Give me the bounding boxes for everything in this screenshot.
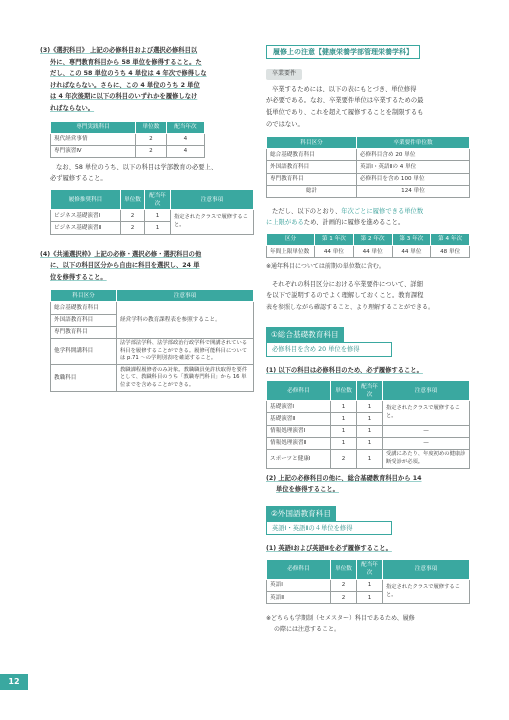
- section-title: ①総合基礎教育科目: [266, 327, 344, 342]
- section-4-text: [40, 249, 254, 284]
- left-column: [40, 45, 254, 392]
- table-cell: 英語Ⅱ: [267, 592, 331, 604]
- table-cell: 基礎演習Ⅱ: [267, 413, 331, 425]
- table-header: 科目区分: [267, 137, 357, 149]
- table-cell: 1: [357, 425, 383, 437]
- table-cell: 他学科開講科目: [51, 338, 117, 365]
- table-header: 単位数: [121, 190, 145, 210]
- table-cell: 教職科目: [51, 365, 117, 392]
- table-cell: 2: [121, 210, 145, 222]
- text-line: のではない。: [266, 120, 304, 128]
- table-header: 注意事項: [383, 559, 470, 579]
- text-line: ※どちらも学期制（セメスター）科目であるため、履修: [266, 615, 415, 623]
- table-row: [51, 133, 205, 145]
- required-general-table: [266, 380, 470, 469]
- table-cell: 1: [357, 401, 383, 413]
- table-cell: 2: [331, 579, 357, 591]
- table-header: 卒業要件単位数: [357, 137, 470, 149]
- table-cell: 1: [331, 425, 357, 437]
- table-cell: 法学部法学科、法学部政治行政学科で開講されている科目を履修することができる。履修可能科目については p.71 〜の学則別表Ⅰを確認すること。: [117, 338, 254, 365]
- table-cell: 英語Ⅰ: [267, 579, 331, 591]
- footnote: ※通年科目については前期の単位数に含む。: [266, 263, 385, 271]
- table-cell: 1: [357, 413, 383, 425]
- table-cell: 情報処理演習Ⅰ: [267, 425, 331, 437]
- table-cell: 専門教育科目: [51, 326, 117, 338]
- table-cell: 外国語教育科目: [51, 314, 117, 326]
- text-line: (2) 上記の必修科目の他に、総合基礎教育科目から 14: [266, 474, 422, 482]
- table-header: 注意事項: [171, 190, 254, 210]
- section-main-title: 履修上の注意【健康栄養学部管理栄養学科】: [266, 45, 420, 59]
- table-cell: 専門教育科目: [267, 173, 357, 185]
- text-line: 位を修得すること。: [50, 273, 107, 281]
- recommended-subjects-table: [50, 189, 254, 234]
- table-row: [267, 173, 470, 185]
- foreign-language-section: [266, 506, 472, 535]
- table-header: 第 3 年次: [392, 233, 431, 245]
- table-cell: —: [383, 437, 470, 449]
- table-header: 単位数: [331, 381, 357, 401]
- table-row: [267, 161, 470, 173]
- table-cell: 4: [166, 133, 204, 145]
- table-cell: 総計: [267, 185, 357, 197]
- annual-cap-table: [266, 233, 470, 258]
- table-header: 単位数: [136, 121, 167, 133]
- text-line: の際には注意すること。: [274, 625, 341, 633]
- text-span: ただし、以下のとおり、: [272, 207, 342, 215]
- text-line: は 4 年次後期に以下の科目のいずれかを履修しなけ: [50, 93, 198, 101]
- table-row: [267, 579, 470, 591]
- graduation-units-table: [266, 136, 470, 198]
- note-text: [40, 162, 254, 185]
- table-header: 単位数: [331, 559, 357, 579]
- table-cell: 専門演習Ⅳ: [51, 145, 136, 157]
- section-subtitle: 必修科目を含め 20 単位を修得: [266, 342, 392, 356]
- table-cell: 指定されたクラスで履修すること。: [171, 210, 254, 234]
- table-header: 履修推奨科目: [51, 190, 121, 210]
- table-header: 必修科目: [267, 559, 331, 579]
- table-header: 科目区分: [51, 290, 117, 302]
- table-cell: 経営学科の教育課程表を参照すること。: [117, 302, 254, 338]
- table-cell: 現代経営事情: [51, 133, 136, 145]
- table-cell: 1: [357, 437, 383, 449]
- intro-text: [266, 84, 472, 130]
- text-line: なお、58 単位のうち、以下の科目は学部教育の必要上、: [56, 163, 218, 171]
- text-line: に、以下の科目区分から自由に科目を選択し、24 単: [50, 262, 200, 270]
- section-title: ②外国語教育科目: [266, 506, 336, 521]
- section-subtitle: 英語Ⅰ・英語Ⅱの４単位を修得: [266, 521, 392, 535]
- table-row: [267, 449, 470, 468]
- table-row: [267, 246, 470, 258]
- graduation-requirements-label: 卒業要件: [266, 69, 302, 80]
- table-cell: 1: [145, 210, 171, 222]
- cap-text: [266, 206, 472, 229]
- highlight-text: に上限がある: [266, 219, 304, 227]
- text-line: 低単位であり、これを超えて履修することを制限するも: [266, 109, 424, 117]
- page-number: 12: [0, 674, 28, 690]
- table-header: 第 2 年次: [353, 233, 392, 245]
- table-cell: 2: [121, 222, 145, 234]
- table-header: 必修科目: [267, 381, 331, 401]
- table-cell: 受講にあたり、年度初めの健康診断受診が必須。: [383, 449, 470, 468]
- table-row: [51, 365, 254, 392]
- common-elective-table: [50, 289, 254, 391]
- table-cell: 1: [331, 437, 357, 449]
- table-cell: 1: [357, 579, 383, 591]
- table-row: [51, 302, 254, 314]
- table-header: 配当年次: [145, 190, 171, 210]
- text-line: が必要である。なお、卒業要件単位は卒業するための最: [266, 97, 424, 105]
- text-line: だし、この 58 単位のうち 4 単位は 4 年次で修得しな: [50, 70, 207, 78]
- text-line: を以下で説明するのでよく理解しておくこと。教育課程: [266, 292, 424, 300]
- table-cell: 英語Ⅰ・英語Ⅱの 4 単位: [357, 161, 470, 173]
- text-line: ければならない。さらに、この 4 単位のうち 2 単位: [50, 81, 200, 89]
- table-header: 注意事項: [117, 290, 254, 302]
- table-cell: 2: [136, 133, 167, 145]
- text-span: ため、計画的に履修を進めること。: [303, 219, 405, 227]
- table-cell: 教職課程履修者のみ対象。教職職員免許状取得を要件として、教職科目のうち「教職専門科目」から 16 単位までを含めることができる。: [117, 365, 254, 392]
- table-row: [267, 149, 470, 161]
- table-cell: 48 単位: [431, 246, 470, 258]
- subsection-heading: (1) 以下の科目は必修科目のため、必ず履修すること。: [266, 366, 423, 374]
- table-cell: 124 単位: [357, 185, 470, 197]
- table-cell: 1: [357, 449, 383, 468]
- table-header: 区分: [267, 233, 315, 245]
- table-cell: 指定されたクラスで履修すること。: [383, 579, 470, 603]
- text-line: それぞれの科目区分における卒業要件について、詳細: [272, 280, 423, 288]
- practice-subjects-table: [50, 121, 205, 158]
- subsection-heading: [266, 473, 472, 496]
- section-3-text: [40, 45, 254, 115]
- text-line: 卒業するためには、以下の表にもとづき、単位修得: [272, 85, 417, 93]
- table-row: [51, 210, 254, 222]
- table-row: [51, 338, 254, 365]
- text-line: 必ず履修すること。: [50, 175, 107, 183]
- table-cell: ビジネス基礎演習Ⅱ: [51, 222, 121, 234]
- table-header: 第 4 年次: [431, 233, 470, 245]
- table-row: [267, 437, 470, 449]
- table-cell: 44 単位: [353, 246, 392, 258]
- required-language-table: [266, 559, 470, 604]
- table-header: 注意事項: [383, 381, 470, 401]
- explain-text: [266, 279, 472, 314]
- highlight-text: 年次ごとに履修できる単位数: [341, 207, 424, 215]
- table-cell: 2: [331, 592, 357, 604]
- table-cell: 基礎演習Ⅰ: [267, 401, 331, 413]
- table-header: 配当年次: [166, 121, 204, 133]
- right-column: [266, 45, 472, 635]
- table-cell: ビジネス基礎演習Ⅰ: [51, 210, 121, 222]
- text-line: (4)《共通選択枠》上記の必修・選択必修・選択科目の他: [40, 250, 202, 258]
- table-cell: 年間上限単位数: [267, 246, 315, 258]
- table-row: [51, 145, 205, 157]
- table-cell: 44 単位: [315, 246, 354, 258]
- table-cell: 総合基礎教育科目: [51, 302, 117, 314]
- table-cell: 情報処理演習Ⅱ: [267, 437, 331, 449]
- text-line: (3)《選択科目》 上記の必修科目および選択必修科目以: [40, 47, 198, 54]
- text-line: 外に、専門教育科目から 58 単位を修得すること。た: [50, 58, 202, 66]
- table-cell: —: [383, 425, 470, 437]
- footnote: [266, 614, 472, 635]
- table-cell: 2: [136, 145, 167, 157]
- text-line: ればならない。: [50, 104, 95, 112]
- table-cell: 必修科目含め 20 単位: [357, 149, 470, 161]
- table-cell: 2: [331, 449, 357, 468]
- table-header: 専門実践科目: [51, 121, 136, 133]
- table-row: [267, 401, 470, 413]
- table-cell: 1: [331, 401, 357, 413]
- table-cell: 1: [331, 413, 357, 425]
- table-cell: 必修科目を含め 100 単位: [357, 173, 470, 185]
- table-cell: 44 単位: [392, 246, 431, 258]
- table-cell: 総合基礎教育科目: [267, 149, 357, 161]
- subsection-heading: (1) 英語Ⅰおよび英語Ⅱを必ず履修すること。: [266, 545, 392, 553]
- table-header: 第 1 年次: [315, 233, 354, 245]
- text-line: 単位を修得すること。: [276, 486, 339, 494]
- table-row: [267, 425, 470, 437]
- table-header: 配当年次: [357, 559, 383, 579]
- table-cell: 4: [166, 145, 204, 157]
- table-header: 配当年次: [357, 381, 383, 401]
- table-cell: 1: [357, 592, 383, 604]
- text-line: 表を参照しながら確認すること、より理解することができる。: [266, 303, 435, 311]
- table-cell: 指定されたクラスで履修すること。: [383, 401, 470, 425]
- table-cell: 1: [145, 222, 171, 234]
- table-row: [267, 185, 470, 197]
- general-education-section: [266, 327, 472, 356]
- table-cell: スポーツと健康Ⅰ: [267, 449, 331, 468]
- table-cell: 外国語教育科目: [267, 161, 357, 173]
